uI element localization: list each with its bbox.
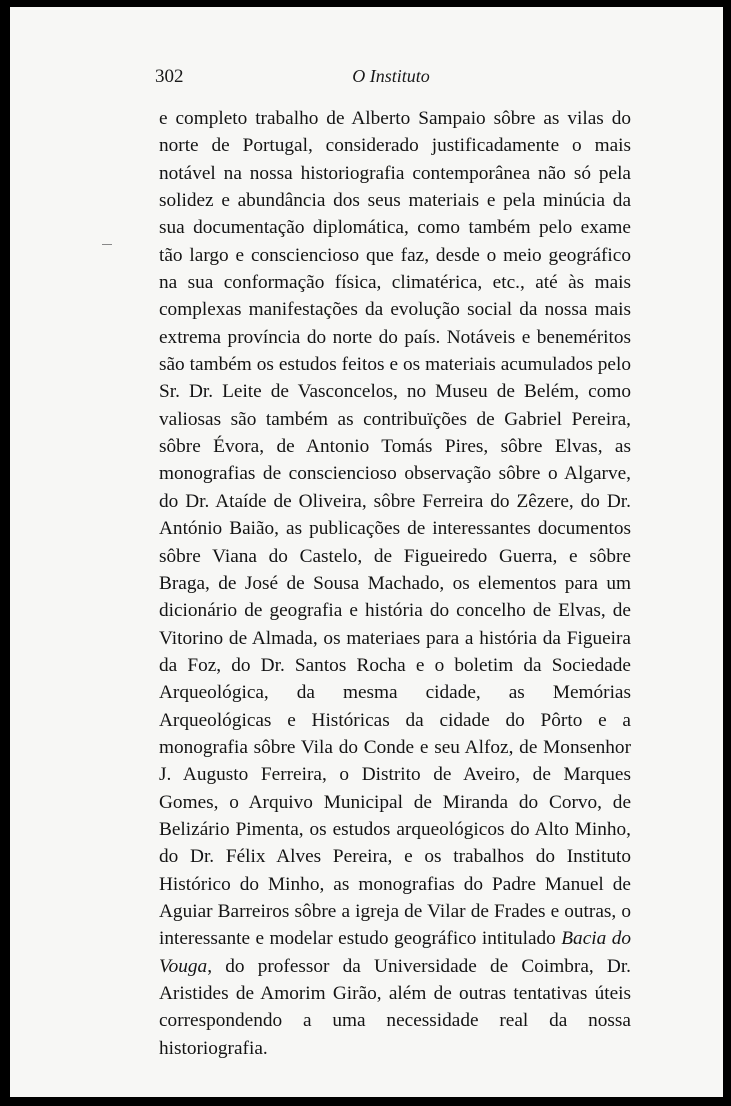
body-paragraph — [159, 105, 631, 1062]
margin-mark — [102, 244, 112, 245]
running-title: O Instituto — [352, 66, 430, 86]
document-page — [10, 7, 723, 1097]
paragraph-text-part-2: , do professor da Universidade de Coimbra, Dr. Aristides de Amorim Girão, além de outras tentativas úteis correspondendo a uma necessidade real da nossa historiografia. — [159, 955, 631, 1059]
page-number: 302 — [155, 66, 184, 87]
italic-book-title: Bacia do Vouga — [159, 928, 632, 977]
paragraph-text-part-1: e completo trabalho de Alberto Sampaio sôbre as vilas do norte de Portugal, considerado justificadamente o mais notável na nossa historiografia contemporânea não só pela solidez e abundância dos seus materiais e pela minúcia da sua documentação diplomática, como também pelo exame tão largo e consciencioso que faz, desde o meio geográfico na sua conformação física, climatérica, etc., até às mais complexas manifestações da evolução social da nossa mais extrema província do norte do país. Notáveis e beneméritos são também os estudos feitos e os materiais acumulados pelo Sr. Dr. Leite de Vasconcelos, no Museu de Belém, como valiosas são também as contribuïções de Gabriel Pereira, sôbre Évora, de Antonio Tomás Pires, sôbre Elvas, as monografias de consciencioso observação sôbre o Algarve, do Dr. Ataíde de Oliveira, sôbre Ferreira do Zêzere, do Dr. António Baião, as publicações de interessantes documentos sôbre Viana do Castelo, de Figueiredo Guerra, e sôbre Braga, de José de Sousa Machado, os elementos para um dicionário de geografia e história do concelho de Elvas, de Vitorino de Almada, os materiaes para a história da Figueira da Foz, do Dr. Santos Rocha e o boletim da Sociedade Arqueológica, da mesma cidade, as Memórias Arqueológicas e Históricas da cidade do Pôrto e a monografia sôbre Vila do Conde e seu Alfoz, de Monsenhor J. Augusto Ferreira, o Distrito de Aveiro, de Marques Gomes, o Arquivo Municipal de Miranda do Corvo, de Belizário Pimenta, os estudos arqueológicos do Alto Minho, do Dr. Félix Alves Pereira, e os trabalhos do Instituto Histórico do Minho, as monografias do Padre Manuel de Aguiar Barreiros sôbre a igreja de Vilar de Frades e outras, o interessante e modelar estudo geográfico intitulado — [159, 108, 631, 950]
page-header — [155, 66, 627, 92]
